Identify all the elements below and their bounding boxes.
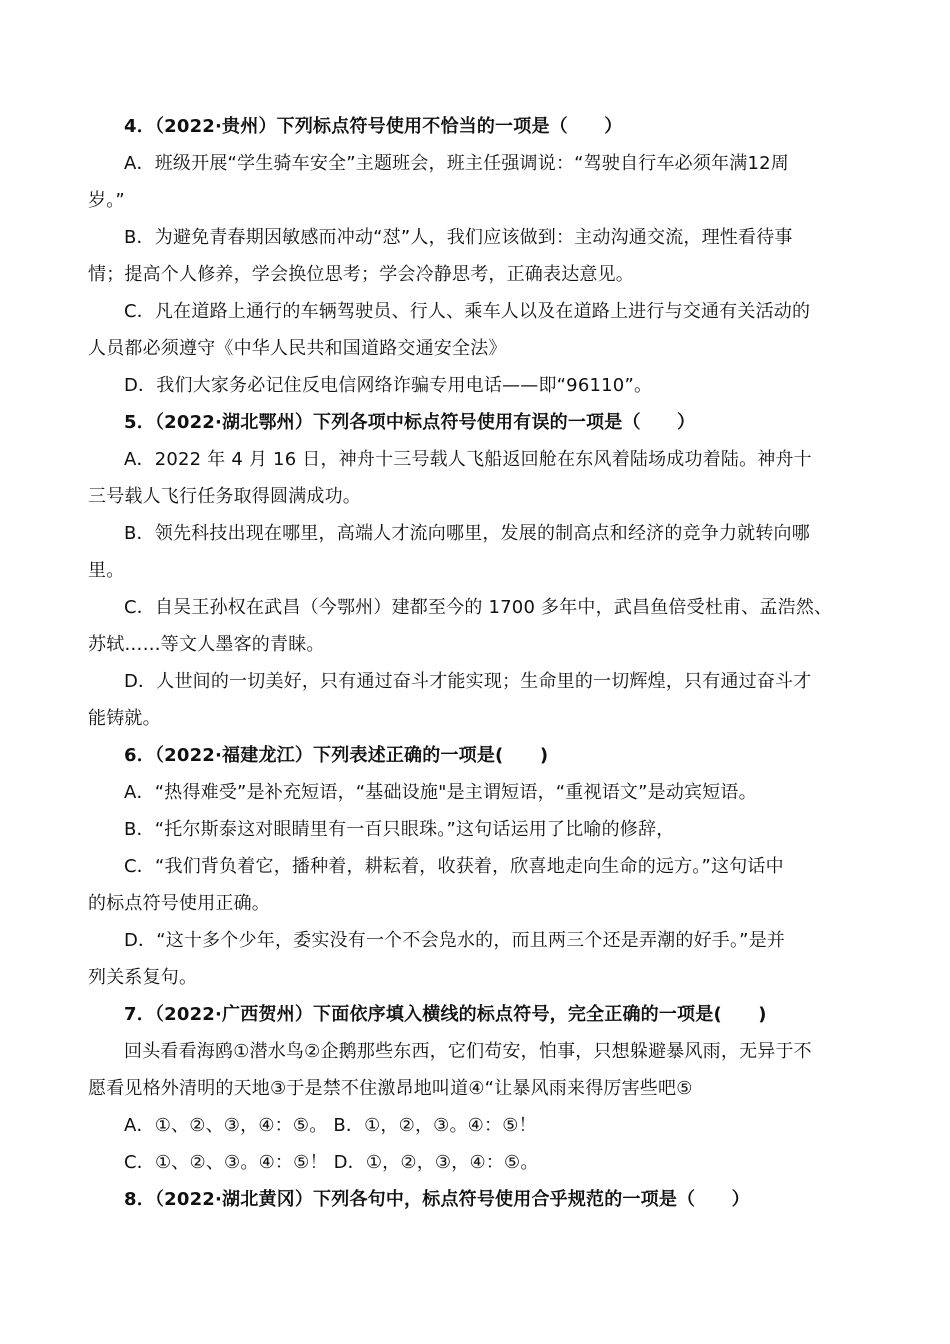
question-7-options-cd: C．①、②、③。④：⑤！ D．①，②，③，④：⑤。 <box>124 1152 539 1173</box>
question-4-option-a: A．班级开展“学生骑车安全”主题班会，班主任强调说：“驾驶自行车必须年满12周 <box>124 153 789 174</box>
question-7-passage: 回头看看海鸥①潜水鸟②企鹅那些东西，它们苟安，怕事，只想躲避暴风雨，无异于不 <box>124 1041 812 1062</box>
question-6-option-a: A．“热得难受”是补充短语，“基础设施"是主谓短语，“重视语文”是动宾短语。 <box>124 782 757 803</box>
question-8-header: 8．（2022·湖北黄冈）下列各句中，标点符号使用合乎规范的一项是（ ） <box>124 1189 750 1210</box>
question-5-option-d-cont: 能铸就。 <box>88 708 161 729</box>
question-5-header: 5．（2022·湖北鄂州）下列各项中标点符号使用有误的一项是（ ） <box>124 412 696 433</box>
question-7-options-ab: A．①、②、③，④：⑤。 B．①，②，③。④：⑤！ <box>124 1115 537 1136</box>
question-5-option-c: C．自吴王孙权在武昌（今鄂州）建都至今的 1700 多年中，武昌鱼倍受杜甫、孟浩然、 <box>124 597 833 618</box>
question-5-option-a-cont: 三号载人飞行任务取得圆满成功。 <box>88 486 361 507</box>
document-page <box>88 108 868 1218</box>
question-6-option-c: C．“我们背负着它，播种着，耕耘着，收获着，欣喜地走向生命的远方。”这句话中 <box>124 856 784 877</box>
question-4-option-d: D．我们大家务必记住反电信网络诈骗专用电话——即“96110”。 <box>124 375 653 396</box>
question-7-header: 7．（2022·广西贺州）下面依序填入横线的标点符号，完全正确的一项是( ) <box>124 1004 767 1025</box>
question-5-option-b: B．领先科技出现在哪里，高端人才流向哪里，发展的制高点和经济的竞争力就转向哪 <box>124 523 810 544</box>
question-6-option-d: D．“这十多个少年，委实没有一个不会凫水的，而且两三个还是弄潮的好手。”是并 <box>124 930 786 951</box>
question-6-option-d-cont: 列关系复句。 <box>88 967 198 988</box>
question-6-option-c-cont: 的标点符号使用正确。 <box>88 893 270 914</box>
question-4-option-b-cont: 情；提高个人修养，学会换位思考；学会冷静思考，正确表达意见。 <box>88 264 634 285</box>
question-5-option-b-cont: 里。 <box>88 560 125 581</box>
question-5-option-a: A．2022 年 4 月 16 日，神舟十三号载人飞船返回舱在东风着陆场成功着陆。神舟十 <box>124 449 812 470</box>
question-6-option-b: B．“托尔斯泰这对眼睛里有一百只眼珠。”这句话运用了比喻的修辞， <box>124 819 675 840</box>
question-4-option-c-cont: 人员都必须遵守《中华人民共和国道路交通安全法》 <box>88 338 507 359</box>
question-5-option-d: D．人世间的一切美好，只有通过奋斗才能实现；生命里的一切辉煌，只有通过奋斗才 <box>124 671 812 692</box>
question-4-option-b: B．为避免青春期因敏感而冲动“怼”人，我们应该做到：主动沟通交流，理性看待事 <box>124 227 793 248</box>
question-4-header: 4．（2022·贵州）下列标点符号使用不恰当的一项是（ ） <box>124 116 623 137</box>
question-7-passage-cont: 愿看见格外清明的天地③于是禁不住激昂地叫道④“让暴风雨来得厉害些吧⑤ <box>88 1078 693 1099</box>
question-4-option-c: C．凡在道路上通行的车辆驾驶员、行人、乘车人以及在道路上进行与交通有关活动的 <box>124 301 811 322</box>
question-5-option-c-cont: 苏轼……等文人墨客的青睐。 <box>88 634 325 655</box>
question-6-header: 6．（2022·福建龙江）下列表述正确的一项是( ) <box>124 745 549 766</box>
question-4-option-a-cont: 岁。” <box>88 190 125 211</box>
